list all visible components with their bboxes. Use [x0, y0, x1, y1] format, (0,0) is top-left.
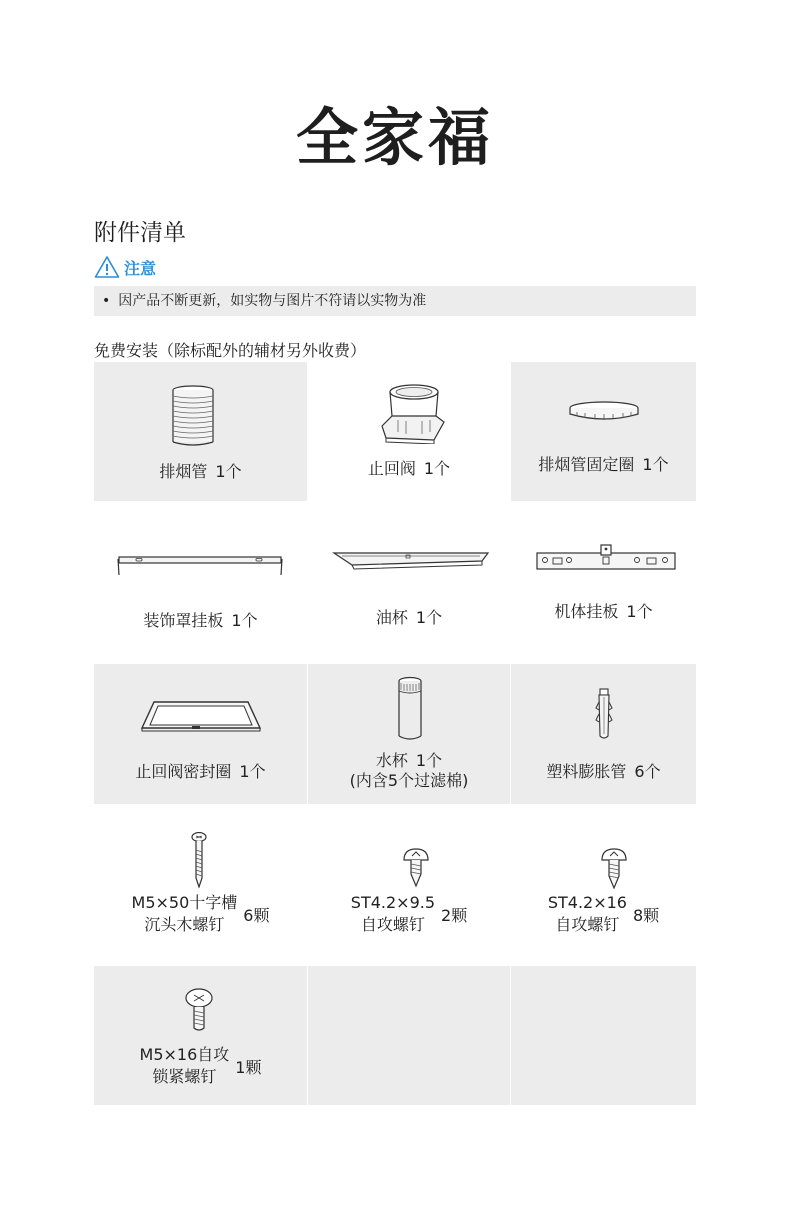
accessory-cell-pipe-ring: [511, 362, 696, 501]
accessory-cell-short-screw: [308, 804, 510, 966]
expansion-anchor-icon: [595, 688, 613, 740]
accessory-cell-check-valve: [308, 362, 510, 501]
accessory-cell-empty: [308, 966, 510, 1105]
accessory-cell-body-hanger: [511, 501, 696, 664]
accessory-cell-wood-screw: [94, 804, 307, 966]
notice-bullet: •: [102, 293, 111, 309]
accessory-qty: 1颗: [235, 1057, 262, 1077]
hood-hanger-icon: [116, 553, 284, 577]
accessory-label: [94, 761, 307, 782]
accessory-grid: [94, 362, 696, 1105]
accessory-qty: 1个: [239, 762, 266, 781]
accessory-name-line2: 自攻螺钉: [555, 915, 620, 934]
notice-label: 注意: [124, 258, 157, 278]
accessory-name-line2: 锁紧螺钉: [152, 1067, 217, 1086]
accessory-name: 止回阀密封圈: [135, 762, 232, 781]
accessory-cell-water-cup: [308, 664, 510, 804]
accessory-qty: 6个: [634, 762, 661, 781]
oil-cup-icon: [332, 549, 490, 571]
accessory-name: 装饰罩挂板: [143, 611, 224, 630]
accessory-name: 止回阀: [367, 459, 416, 478]
accessory-label: [511, 601, 696, 622]
accessory-name-line2: 自攻螺钉: [360, 915, 425, 934]
accessory-name: 油杯: [375, 608, 408, 627]
accessory-name-line1: M5×50十字槽: [131, 893, 238, 912]
accessory-name-line2: 沉头木螺钉: [144, 915, 225, 934]
short-screw-icon: [402, 848, 430, 888]
notice-bar: [94, 286, 696, 316]
accessory-label: [94, 610, 307, 631]
self-tapping-screw-icon: [600, 848, 628, 890]
accessory-qty: 1个: [423, 459, 451, 478]
accessory-label: [511, 892, 696, 936]
accessory-name: 排烟管固定圈: [538, 455, 635, 474]
accessory-qty: 1个: [215, 462, 242, 481]
accessory-cell-hood-hanger: [94, 501, 307, 664]
accessory-label: [308, 607, 510, 628]
warning-icon: [94, 255, 120, 279]
accessory-cell-empty: [511, 966, 696, 1105]
accessory-label: [94, 461, 307, 482]
water-cup-icon: [396, 676, 424, 744]
check-valve-icon: [376, 382, 446, 444]
notice-header: [94, 254, 156, 280]
accessory-name: 塑料膨胀管: [546, 762, 627, 781]
accessory-label: [308, 892, 510, 936]
accessory-cell-exhaust-pipe: [94, 362, 307, 501]
accessory-qty: 1个: [231, 611, 258, 630]
body-hanger-icon: [535, 543, 677, 573]
locking-screw-icon: [184, 988, 214, 1032]
valve-seal-icon: [140, 698, 262, 736]
accessory-name-line1: ST4.2×16: [547, 893, 627, 912]
accessory-label: [511, 454, 696, 475]
accessory-qty: 8颗: [632, 905, 660, 925]
accessory-cell-valve-seal: [94, 664, 307, 804]
accessory-label: [94, 1044, 307, 1088]
accessory-note: (内含5个过滤棉): [349, 771, 469, 790]
accessory-name-line1: M5×16自攻: [139, 1045, 230, 1064]
accessory-cell-locking-screw: [94, 966, 307, 1105]
accessory-cell-self-tapping-screw: [511, 804, 696, 966]
accessory-qty: 6颗: [243, 905, 270, 925]
pipe-ring-icon: [567, 400, 641, 424]
install-note: 免费安装（除标配外的辅材另外收费）: [94, 341, 367, 360]
exhaust-pipe-icon: [170, 384, 216, 448]
accessory-qty: 1个: [415, 608, 443, 627]
wood-screw-icon: [189, 832, 209, 888]
accessory-name: 水杯: [375, 751, 408, 770]
accessory-label: [94, 892, 307, 936]
accessory-name: 排烟管: [159, 462, 208, 481]
accessory-cell-oil-cup: [308, 501, 510, 664]
page-title: 全家福: [295, 101, 494, 174]
notice-text: 因产品不断更新，如实物与图片不符请以实物为准: [118, 293, 427, 309]
accessory-cell-expansion-anchor: [511, 664, 696, 804]
accessory-qty: 1个: [626, 602, 653, 621]
accessory-qty: 2颗: [441, 905, 468, 925]
accessory-qty: 1个: [415, 751, 443, 770]
accessory-label: [308, 458, 510, 479]
accessory-label: [511, 761, 696, 782]
accessory-name-line1: ST4.2×9.5: [350, 893, 436, 912]
accessory-qty: 1个: [642, 455, 669, 474]
section-title: 附件清单: [94, 220, 186, 246]
accessory-name: 机体挂板: [554, 602, 619, 621]
accessory-label: [308, 750, 510, 771]
